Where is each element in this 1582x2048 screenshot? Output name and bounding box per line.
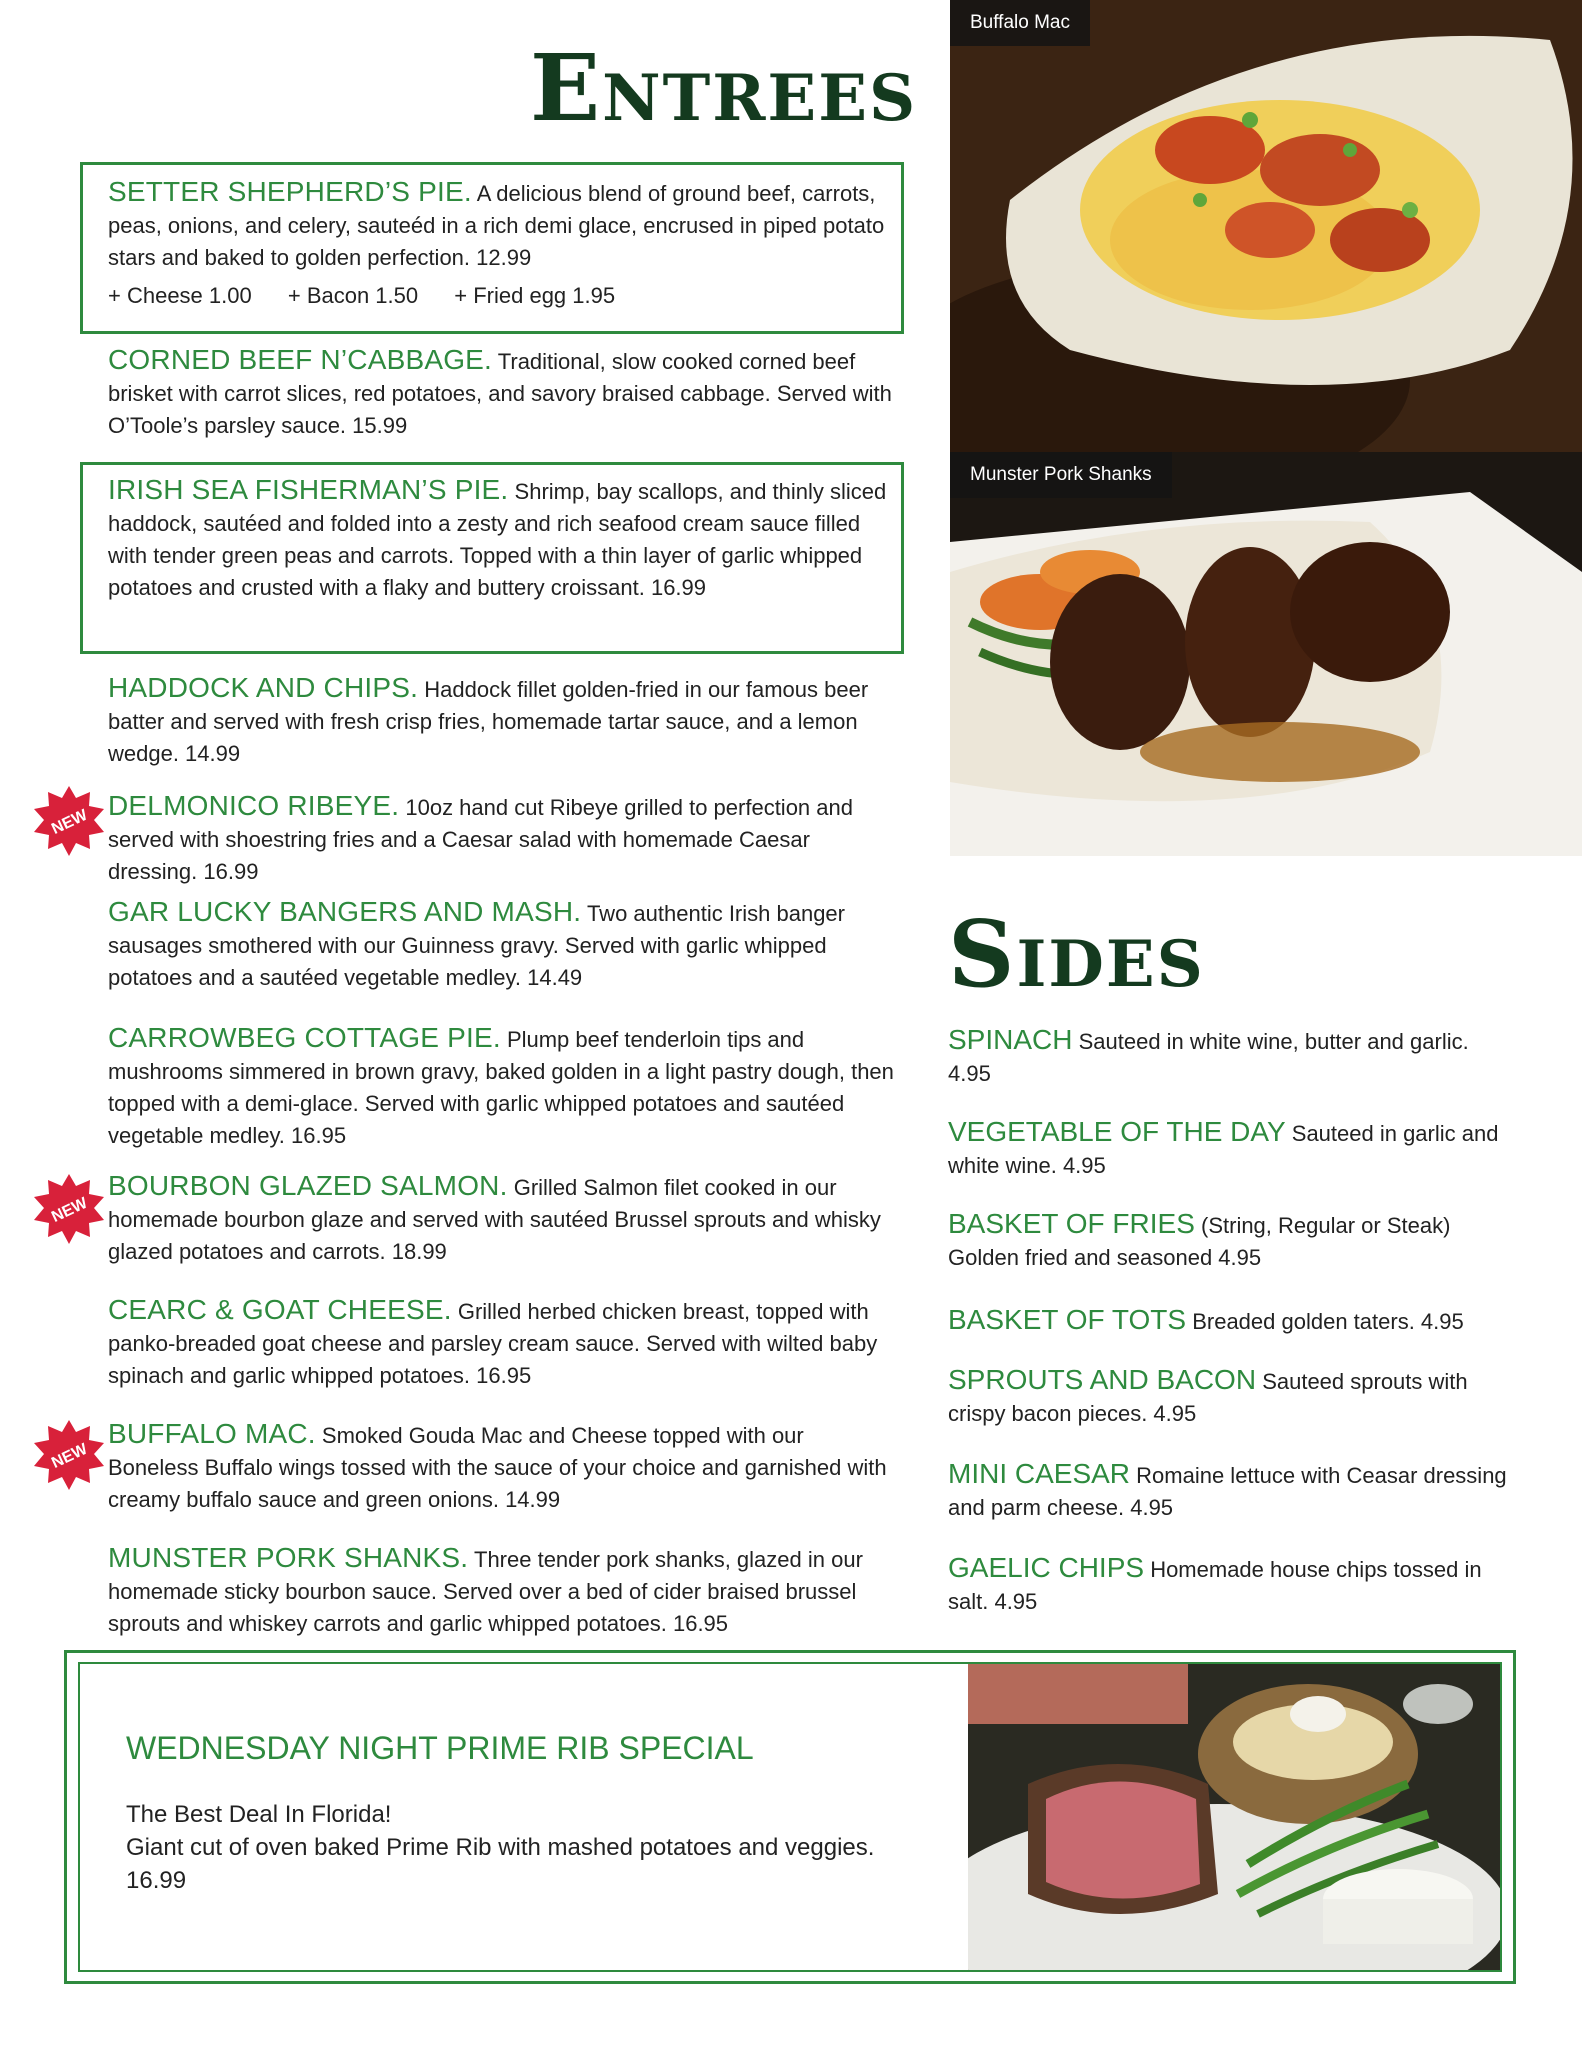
side-name: SPROUTS AND BACON — [948, 1364, 1257, 1395]
addon: + Bacon 1.50 — [287, 283, 419, 308]
prime-rib-photo — [968, 1664, 1500, 1970]
new-badge-icon — [32, 1418, 106, 1492]
special-line: The Best Deal In Florida! — [126, 1801, 392, 1828]
side-name: GAELIC CHIPS — [948, 1552, 1145, 1583]
side-item — [948, 1458, 1508, 1524]
badge-label: NEW — [49, 1440, 91, 1472]
item-description: Three tender pork shanks, glazed in our homemade sticky bourbon sauce. Served over a bed of cider braised brussel sprouts and whiskey carrots and garlic whipped potatoes. 16.95 — [108, 1547, 863, 1636]
addon: + Cheese 1.00 — [108, 283, 252, 308]
buffalo-mac-photo — [950, 0, 1582, 452]
addons — [108, 280, 898, 312]
menu-item — [108, 790, 898, 888]
item-name: CORNED BEEF N’CABBAGE. — [108, 344, 493, 375]
menu-item — [108, 1022, 898, 1152]
sides-title: Sides — [948, 900, 1205, 1008]
menu-item — [108, 176, 898, 312]
menu-item — [108, 1542, 898, 1640]
item-description: Haddock fillet golden-fried in our famous beer batter and served with fresh crisp fries, homemade tartar sauce, and a lemon wedge. 14.99 — [108, 677, 869, 766]
side-item — [948, 1364, 1508, 1430]
menu-item — [108, 896, 898, 994]
addon: + Fried egg 1.95 — [454, 283, 616, 308]
side-name: MINI CAESAR — [948, 1458, 1131, 1489]
entrees-title: Entrees — [530, 34, 918, 142]
side-item — [948, 1208, 1508, 1274]
side-name: BASKET OF TOTS — [948, 1304, 1187, 1335]
side-description: Homemade house chips tossed in salt. 4.95 — [948, 1557, 1482, 1614]
menu-item — [108, 1294, 898, 1392]
special-line: Giant cut of oven baked Prime Rib with mashed potatoes and veggies. 16.99 — [126, 1834, 875, 1894]
item-description: A delicious blend of ground beef, carrots, peas, onions, and celery, sauteéd in a rich demi glace, encrused in piped potato stars and baked to golden perfection. 12.99 — [108, 181, 885, 270]
side-description: Sauteed in garlic and white wine. 4.95 — [948, 1121, 1499, 1178]
item-description: Traditional, slow cooked corned beef brisket with carrot slices, red potatoes, and savory braised cabbage. Served with O’Toole’s parsley sauce. 15.99 — [108, 349, 892, 438]
item-description: Plump beef tenderloin tips and mushrooms simmered in brown gravy, baked golden in a light pastry dough, then topped with a demi-glace. Served with garlic whipped potatoes and sautéed vegetable medley. 16.95 — [108, 1027, 894, 1148]
side-item — [948, 1116, 1508, 1182]
menu-item — [108, 1418, 898, 1516]
photo-caption: Munster Pork Shanks — [950, 452, 1172, 498]
badge-label: NEW — [49, 1194, 91, 1226]
item-description: 10oz hand cut Ribeye grilled to perfection and served with shoestring fries and a Caesar salad with homemade Caesar dressing. 16.99 — [108, 795, 853, 884]
item-description: Grilled herbed chicken breast, topped with panko-breaded goat cheese and parsley cream sauce. Served with wilted baby spinach and garlic whipped potatoes. 16.95 — [108, 1299, 878, 1388]
side-description: Sauteed in white wine, butter and garlic. 4.95 — [948, 1029, 1469, 1086]
item-name: SETTER SHEPHERD’S PIE. — [108, 176, 472, 207]
item-name: DELMONICO RIBEYE. — [108, 790, 400, 821]
special-description — [126, 1798, 886, 1897]
item-name: MUNSTER PORK SHANKS. — [108, 1542, 469, 1573]
item-description: Grilled Salmon filet cooked in our homemade bourbon glaze and served with sautéed Brussel sprouts and whisky glazed potatoes and carrots. 18.99 — [108, 1175, 881, 1264]
item-name: HADDOCK AND CHIPS. — [108, 672, 419, 703]
side-description: Breaded golden taters. 4.95 — [1192, 1309, 1464, 1334]
item-name: IRISH SEA FISHERMAN’S PIE. — [108, 474, 509, 505]
new-badge-icon — [32, 1172, 106, 1246]
pork-shanks-photo — [950, 452, 1582, 856]
item-description: Shrimp, bay scallops, and thinly sliced haddock, sautéed and folded into a zesty and rich seafood cream sauce filled with tender green peas and carrots. Topped with a thin layer of garlic whipped potatoes and crusted with a flaky and buttery croissant. 16.99 — [108, 479, 887, 600]
item-description: Smoked Gouda Mac and Cheese topped with our Boneless Buffalo wings tossed with the sauce of your choice and garnished with creamy buffalo sauce and green onions. 14.99 — [108, 1423, 887, 1512]
badge-label: NEW — [49, 806, 91, 838]
item-name: BOURBON GLAZED SALMON. — [108, 1170, 508, 1201]
side-name: SPINACH — [948, 1024, 1073, 1055]
menu-item — [108, 474, 898, 604]
side-description: Sauteed sprouts with crispy bacon pieces. 4.95 — [948, 1369, 1468, 1426]
side-description: (String, Regular or Steak) Golden fried and seasoned 4.95 — [948, 1213, 1451, 1270]
side-item — [948, 1024, 1508, 1090]
photo-caption: Buffalo Mac — [950, 0, 1090, 46]
new-badge-icon — [32, 784, 106, 858]
menu-item — [108, 672, 898, 770]
item-description: Two authentic Irish banger sausages smothered with our Guinness gravy. Served with garlic whipped potatoes and a sautéed vegetable medley. 14.49 — [108, 901, 845, 990]
menu-item — [108, 1170, 898, 1268]
side-item — [948, 1304, 1508, 1338]
menu-item — [108, 344, 898, 442]
special-title: WEDNESDAY NIGHT PRIME RIB SPECIAL — [126, 1730, 754, 1766]
item-name: GAR LUCKY BANGERS AND MASH. — [108, 896, 582, 927]
side-name: VEGETABLE OF THE DAY — [948, 1116, 1286, 1147]
item-name: CEARC & GOAT CHEESE. — [108, 1294, 452, 1325]
side-description: Romaine lettuce with Ceasar dressing and parm cheese. 4.95 — [948, 1463, 1507, 1520]
side-name: BASKET OF FRIES — [948, 1208, 1195, 1239]
side-item — [948, 1552, 1508, 1618]
item-name: CARROWBEG COTTAGE PIE. — [108, 1022, 501, 1053]
item-name: BUFFALO MAC. — [108, 1418, 316, 1449]
